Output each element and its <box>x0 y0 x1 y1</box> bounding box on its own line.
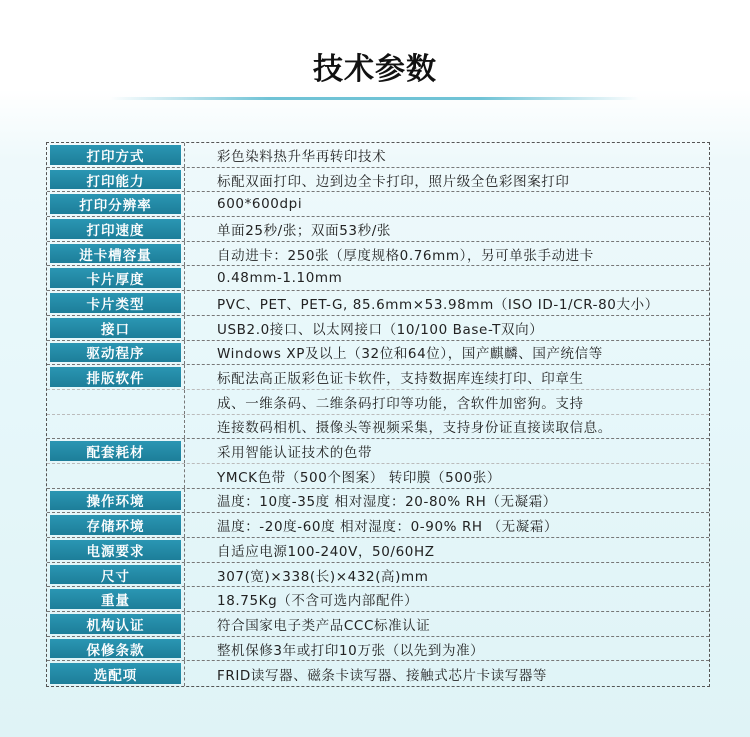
spec-row <box>47 192 709 217</box>
spec-label: 机构认证 <box>50 614 181 634</box>
spec-row <box>47 266 709 291</box>
spec-row <box>47 661 709 686</box>
spec-value: 标配双面打印、边到边全卡打印，照片级全色彩图案打印 <box>217 173 570 190</box>
spec-value: 整机保修3年或打印10万张（以先到为准） <box>217 642 485 659</box>
spec-value: Windows XP及以上（32位和64位），国产麒麟、国产统信等 <box>217 346 603 363</box>
spec-row <box>47 439 709 464</box>
spec-label: 打印分辨率 <box>50 194 181 214</box>
spec-value: 自适应电源100-240V，50/60HZ <box>217 543 435 560</box>
spec-value: YMCK色带（500个图案） 转印膜（500张） <box>217 469 501 486</box>
spec-label: 尺寸 <box>50 565 181 585</box>
spec-row-continued <box>47 390 709 415</box>
spec-value: 彩色染料热升华再转印技术 <box>217 148 387 165</box>
spec-row <box>47 242 709 267</box>
spec-value: 18.75Kg（不含可选内部配件） <box>217 593 419 610</box>
spec-label: 操作环境 <box>50 491 181 511</box>
spec-label: 打印能力 <box>50 170 181 190</box>
spec-value: 温度：-20度-60度 相对湿度：0-90% RH （无凝霜） <box>217 519 559 536</box>
spec-label: 配套耗材 <box>50 441 181 461</box>
spec-value: USB2.0接口、以太网接口（10/100 Base-T双向） <box>217 321 544 338</box>
spec-value: 307(宽)×338(长)×432(高)mm <box>217 568 429 585</box>
spec-row <box>47 365 709 390</box>
spec-label: 排版软件 <box>50 367 181 387</box>
spec-label: 接口 <box>50 318 181 338</box>
spec-label: 选配项 <box>50 663 181 684</box>
spec-row <box>47 513 709 538</box>
spec-label: 存储环境 <box>50 515 181 535</box>
spec-value: 标配法高正版彩色证卡软件，支持数据库连续打印、印章生 <box>217 371 584 388</box>
spec-value: 采用智能认证技术的色带 <box>217 445 373 462</box>
spec-value: 温度：10度-35度 相对湿度：20-80% RH（无凝霜） <box>217 494 557 511</box>
spec-row <box>47 291 709 316</box>
spec-row <box>47 168 709 193</box>
spec-label: 驱动程序 <box>50 343 181 363</box>
spec-row <box>47 538 709 563</box>
spec-row <box>47 637 709 662</box>
spec-label: 卡片厚度 <box>50 268 181 288</box>
spec-row <box>47 489 709 514</box>
spec-value: 成、一维条码、二维条码打印等功能，含软件加密狗。支持 <box>217 395 584 412</box>
spec-value: 自动进卡：250张（厚度规格0.76mm），另可单张手动进卡 <box>217 247 594 264</box>
page-title: 技术参数 <box>313 52 437 87</box>
spec-table <box>46 142 710 687</box>
spec-row <box>47 217 709 242</box>
spec-value: 连接数码相机、摄像头等视频采集，支持身份证直接读取信息。 <box>217 420 612 437</box>
spec-value: FRID读写器、磁条卡读写器、接触式芯片卡读写器等 <box>217 667 548 684</box>
spec-label: 电源要求 <box>50 540 181 560</box>
spec-label: 重量 <box>50 589 181 609</box>
spec-label: 打印速度 <box>50 219 181 239</box>
spec-value: 600*600dpi <box>217 196 303 213</box>
spec-row <box>47 563 709 588</box>
spec-row <box>47 587 709 612</box>
spec-label: 打印方式 <box>50 145 181 165</box>
spec-row <box>47 316 709 341</box>
title-divider <box>110 97 640 100</box>
spec-row <box>47 143 709 168</box>
spec-row <box>47 341 709 366</box>
spec-row <box>47 612 709 637</box>
spec-label: 卡片类型 <box>50 293 181 313</box>
spec-row-continued <box>47 464 709 489</box>
spec-row-continued <box>47 415 709 440</box>
spec-value: 符合国家电子类产品CCC标准认证 <box>217 617 431 634</box>
spec-value: PVC、PET、PET-G, 85.6mm×53.98mm（ISO ID-1/CR-80大小） <box>217 296 659 313</box>
spec-label: 保修条款 <box>50 639 181 659</box>
spec-value: 0.48mm-1.10mm <box>217 270 343 287</box>
spec-value: 单面25秒/张；双面53秒/张 <box>217 222 391 239</box>
spec-label: 进卡槽容量 <box>50 244 181 264</box>
